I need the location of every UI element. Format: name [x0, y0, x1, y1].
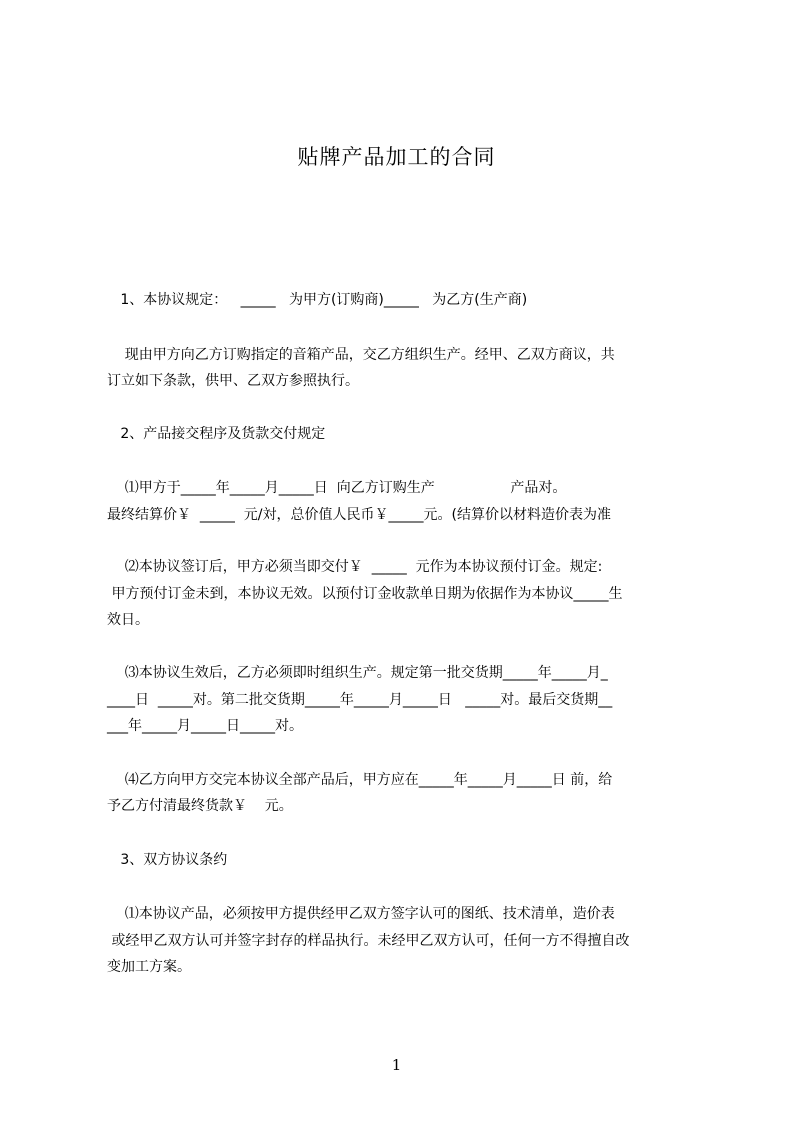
- clause-2-1-line-1: ⑴甲方于_____年_____月_____日 向乙方订购生产 产品对。: [107, 480, 567, 496]
- clause-2-heading: 2、产品接交程序及货款交付规定: [107, 426, 326, 442]
- preamble-line-1: 现由甲方向乙方订购指定的音箱产品，交乙方组织生产。经甲、乙双方商议，共: [107, 347, 615, 363]
- clause-2-3-line-2: ____日 _____对。第二批交货期_____年_____月_____日 _____对。最后交货期__: [107, 692, 613, 708]
- preamble-line-2: 订立如下条款，供甲、乙双方参照执行。: [107, 373, 359, 389]
- clause-1-parties: 1、本协议规定： _____ 为甲方(订购商)_____ 为乙方(生产商): [107, 292, 528, 308]
- clause-2-3-line-3: ___年_____月_____日_____对。: [107, 718, 303, 734]
- clause-3-1-line-1: ⑴本协议产品，必须按甲方提供经甲乙双方签字认可的图纸、技术清单，造价表: [107, 906, 615, 922]
- clause-2-1-line-2: 最终结算价￥ _____ 元/対，总价值人民币￥_____元。(结算价以材料造价表为准: [107, 507, 611, 523]
- clause-2-2-line-2: 甲方预付订金未到，本协议无效。以预付订金收款单日期为依据作为本协议_____生: [107, 586, 623, 602]
- clause-2-4-line-1: ⑷乙方向甲方交完本协议全部产品后，甲方应在_____年_____月_____日 前，给: [107, 772, 613, 788]
- page-number: 1: [391, 1056, 402, 1074]
- clause-3-1-line-3: 变加工方案。: [107, 959, 191, 975]
- clause-2-3-line-1: ⑶本协议生效后，乙方必须即时组织生产。规定第一批交货期_____年_____月_: [107, 665, 608, 681]
- clause-2-4-line-2: 予乙方付清最终货款￥ 元。: [107, 798, 293, 814]
- clause-2-2-line-3: 效日。: [107, 612, 149, 628]
- page-title: 贴牌产品加工的合同: [297, 145, 496, 169]
- clause-2-2-line-1: ⑵本协议签订后，甲方必须当即交付￥ _____ 元作为本协议预付订金。规定:: [107, 559, 603, 575]
- clause-3-1-line-2: 或经甲乙双方认可并签字封存的样品执行。未经甲乙双方认可，任何一方不得擅自改: [107, 933, 630, 949]
- clause-3-heading: 3、双方协议条约: [107, 852, 228, 868]
